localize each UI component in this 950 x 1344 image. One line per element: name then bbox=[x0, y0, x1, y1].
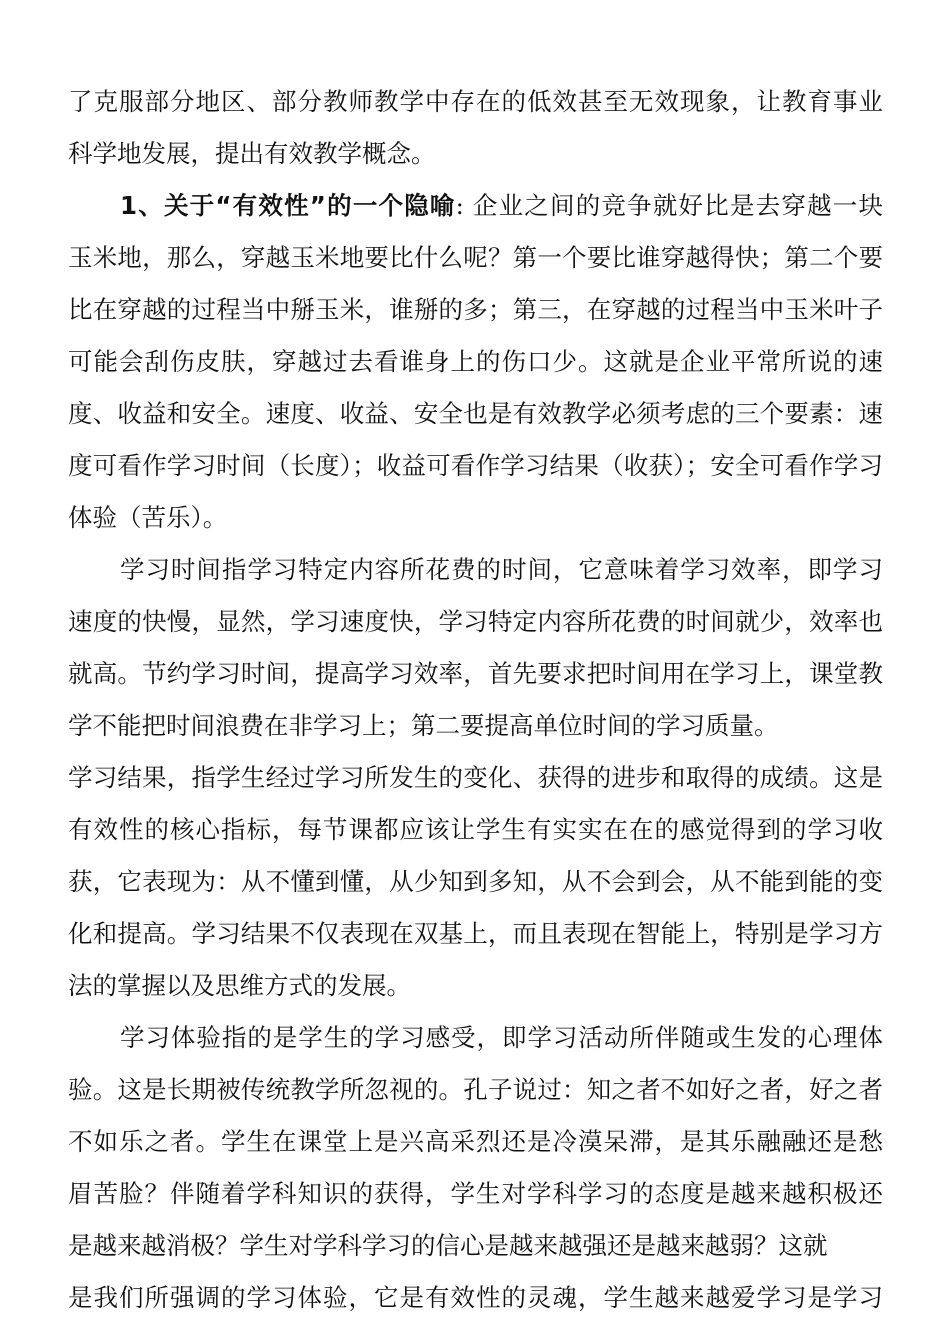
text-line: 玉米地，那么，穿越玉米地要比什么呢？第一个要比谁穿越得快；第二个要 bbox=[68, 243, 883, 272]
text-line: 科学地发展，提出有效教学概念。 bbox=[68, 139, 436, 168]
text-line: 学习时间指学习特定内容所花费的时间，它意味着学习效率，即学习 bbox=[120, 555, 883, 584]
text-line: 有效性的核心指标，每节课都应该让学生有实实在在的感觉得到的学习收 bbox=[68, 815, 883, 844]
text-line: 不如乐之者。学生在课堂上是兴高采烈还是冷漠呆滞，是其乐融融还是愁 bbox=[68, 1127, 883, 1156]
text-line: 学不能把时间浪费在非学习上；第二要提高单位时间的学习质量。 bbox=[68, 711, 779, 740]
text-line: 度、收益和安全。速度、收益、安全也是有效教学必须考虑的三个要素：速 bbox=[68, 399, 883, 428]
text-line bbox=[120, 188, 883, 224]
text-line: 是越来越消极？学生对学科学习的信心是越来越强还是越来越弱？这就 bbox=[68, 1231, 828, 1260]
text-line: 化和提高。学习结果不仅表现在双基上，而且表现在智能上，特别是学习方 bbox=[68, 919, 883, 948]
text-line: 体验（苦乐）。 bbox=[68, 503, 228, 532]
text-line: 学习体验指的是学生的学习感受，即学习活动所伴随或生发的心理体 bbox=[120, 1023, 883, 1052]
text-line: 法的掌握以及思维方式的发展。 bbox=[68, 971, 411, 1000]
text-line: 可能会刮伤皮肤，穿越过去看谁身上的伤口少。这就是企业平常所说的速 bbox=[68, 347, 883, 376]
text-line: 是我们所强调的学习体验，它是有效性的灵魂，学生越来越爱学习是学习 bbox=[68, 1283, 883, 1312]
text-line: 度可看作学习时间（长度）；收益可看作学习结果（收获）；安全可看作学习 bbox=[68, 451, 883, 480]
text-line: 眉苦脸？伴随着学科知识的获得，学生对学科学习的态度是越来越积极还 bbox=[68, 1179, 883, 1208]
text-line: 比在穿越的过程当中掰玉米，谁掰的多；第三，在穿越的过程当中玉米叶子 bbox=[68, 295, 883, 324]
text-line: 了克服部分地区、部分教师教学中存在的低效甚至无效现象，让教育事业 bbox=[68, 87, 883, 116]
text-line: 获，它表现为：从不懂到懂，从少知到多知，从不会到会，从不能到能的变 bbox=[68, 867, 883, 896]
text-line: 学习结果，指学生经过学习所发生的变化、获得的进步和取得的成绩。这是 bbox=[68, 763, 883, 792]
text-line: 就高。节约学习时间，提高学习效率，首先要求把时间用在学习上，课堂教 bbox=[68, 659, 883, 688]
text-run: : 企业之间的竞争就好比是去穿越一块 bbox=[455, 191, 883, 220]
section-heading: 1、关于“有效性”的一个隐喻 bbox=[120, 191, 456, 220]
text-line: 速度的快慢，显然，学习速度快，学习特定内容所花费的时间就少，效率也 bbox=[68, 607, 883, 636]
text-line: 验。这是长期被传统教学所忽视的。孔子说过：知之者不如好之者，好之者 bbox=[68, 1075, 883, 1104]
